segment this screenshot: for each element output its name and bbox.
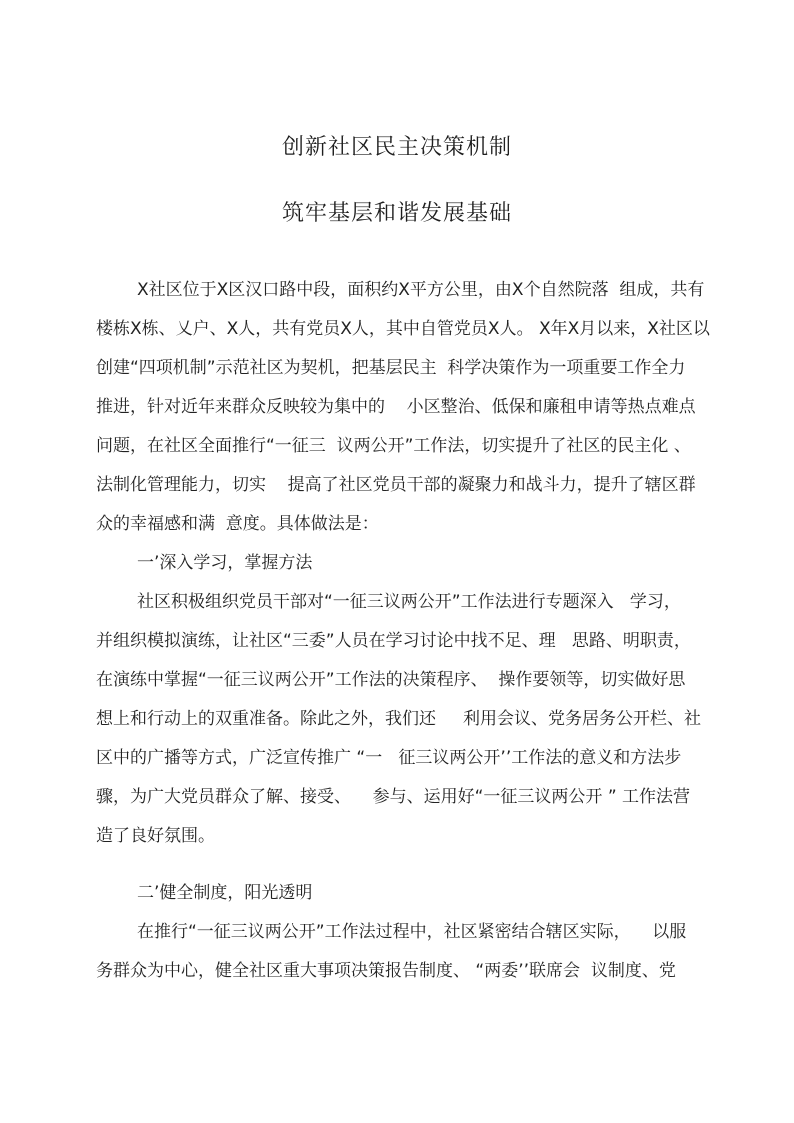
document-title-line-1: 创新社区民主决策机制 xyxy=(281,135,512,160)
document-title-line-2: 筑牢基层和谐发展基础 xyxy=(281,201,512,226)
text-line: 想上和行动上的双重准备。除此之外，我们还 利用会议、党务居务公开栏、社 xyxy=(96,709,702,729)
text-line: 在推行“一征三议两公开”工作法过程中，社区紧密结合辖区实际， 以服 xyxy=(137,922,687,942)
text-line: 问题，在社区全面推行“一征三 议两公开”工作法，切实提升了社区的民主化 、 xyxy=(96,436,691,456)
text-line: 造了良好氛围。 xyxy=(96,826,215,846)
section-heading-1: 一’深入学习，掌握方法 xyxy=(137,553,313,573)
text-line: 区中的广播等方式，广泛宣传推广 “一 征三议两公开’’工作法的意义和方法步 xyxy=(96,748,682,768)
text-line: 楼栋X栋、乂户、X人，共有党员X人，其中自管党员X人。 X年X月以来，X社区以 xyxy=(96,319,710,339)
text-line: 并组织模拟演练，让社区“三委”人员在学习讨论中找不足、理 思路、明职责， xyxy=(96,631,691,651)
text-line: 法制化管理能力，切实 提高了社区党员干部的凝聚力和战斗力，提升了辖区群 xyxy=(96,475,696,495)
text-line: 推进，针对近年来群众反映较为集中的 小区整治、低保和廉租申请等热点难点 xyxy=(96,397,696,417)
section-heading-2: 二’健全制度，阳光透明 xyxy=(137,883,313,903)
text-line: 众的幸福感和满 意度。具体做法是： xyxy=(96,514,379,534)
text-line: 骤，为广大党员群众了解、接受、 参与、运用好“一征三议两公开 ” 工作法营 xyxy=(96,787,691,807)
text-line: X社区位于X区汉口路中段，面积约X平方公里，由X个自然院落 组成，共有 xyxy=(137,280,705,300)
text-line: 务群众为中心，健全社区重大事项决策报告制度、 “两委’’联席会 议制度、党 xyxy=(96,961,676,981)
text-line: 创建“四项机制”示范社区为契机，把基层民主 科学决策作为一项重要工作全力 xyxy=(96,358,686,378)
text-line: 社区积极组织党员干部对“一征三议两公开”工作法进行专题深入 学习， xyxy=(137,592,681,612)
text-line: 在演练中掌握“一征三议两公开”工作法的决策程序、 操作要领等，切实做好思 xyxy=(96,670,686,690)
